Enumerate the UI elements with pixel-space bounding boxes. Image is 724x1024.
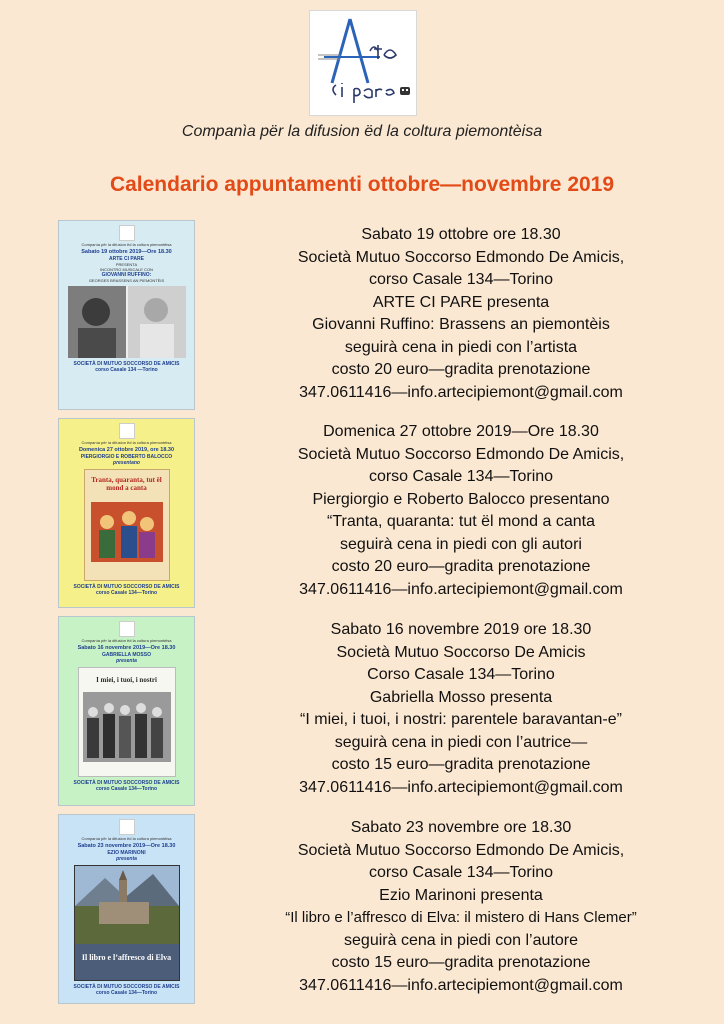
poster-logo bbox=[119, 225, 135, 241]
poster-artist: GIOVANNI RUFFINO: bbox=[101, 272, 152, 278]
poster-date: Sabato 19 ottobre 2019—Ore 18.30 bbox=[81, 249, 172, 255]
event-poster bbox=[58, 616, 195, 806]
event-address: corso Casale 134—Torino bbox=[368, 468, 554, 485]
event-date: Domenica 27 ottobre 2019—Ore 18.30 bbox=[323, 423, 599, 440]
poster-presents: presenta bbox=[116, 856, 137, 862]
event-dinner: seguirà cena in piedi con l’autore bbox=[344, 931, 578, 949]
event-contact: 347.0611416—info.artecipiemont@gmail.com bbox=[299, 580, 623, 598]
poster-society: SOCIETÀ DI MUTUO SOCCORSO DE AMICIS bbox=[73, 984, 180, 990]
arte-ci-pare-logo bbox=[309, 10, 417, 116]
book-title: Tranta, quaranta, tut ël mond a canta bbox=[91, 476, 162, 492]
event-poster bbox=[58, 418, 195, 608]
poster-presenter: ARTE CI PARE bbox=[109, 256, 144, 262]
event-subject: Giovanni Ruffino: Brassens an piemontèis bbox=[312, 316, 610, 333]
poster-presenter: PIERGIORGIO E ROBERTO BALOCCO bbox=[80, 454, 173, 460]
poster-tagline: Companìa për la difusion ëd la coltura piemontèisa bbox=[81, 638, 172, 643]
poster-date: Domenica 27 ottobre 2019, ore 18.30 bbox=[78, 447, 175, 453]
event-presenter: Piergiorgio e Roberto Balocco presentano bbox=[312, 490, 610, 508]
poster-date: Sabato 16 novembre 2019—Ore 18.30 bbox=[77, 645, 176, 651]
event-cost: costo 15 euro—gradita prenotazione bbox=[331, 756, 591, 773]
logo-artwork bbox=[310, 11, 416, 115]
tagline: Companìa për la difusion ëd la coltura piemontèisa bbox=[181, 123, 543, 140]
book-cover bbox=[74, 865, 180, 981]
poster-logo bbox=[119, 423, 135, 439]
poster-tagline: Companìa për la difusion ëd la coltura piemontèisa bbox=[81, 836, 172, 841]
event-cost: costo 20 euro—gradita prenotazione bbox=[331, 558, 591, 575]
event-cost: costo 20 euro—gradita prenotazione bbox=[331, 361, 591, 378]
event-dinner: seguirà cena in piedi con gli autori bbox=[340, 535, 582, 553]
poster-logo bbox=[119, 819, 135, 835]
poster-presents: presentano bbox=[113, 460, 140, 466]
event-poster bbox=[58, 220, 195, 410]
event-venue: Società Mutuo Soccorso Edmondo De Amicis, bbox=[297, 841, 625, 859]
poster-tagline: Companìa për la difusion ëd la coltura piemontèisa bbox=[81, 242, 172, 247]
poster-subtitle: GEORGES BRASSENS AN PIEMONTÈIS bbox=[88, 278, 165, 283]
event-presenter: Ezio Marinoni presenta bbox=[379, 886, 543, 904]
event-date: Sabato 19 ottobre ore 18.30 bbox=[361, 226, 561, 243]
poster-date: Sabato 23 novembre 2019—Ore 18.30 bbox=[77, 843, 176, 849]
book-cover bbox=[84, 469, 170, 581]
book-cover bbox=[78, 667, 176, 777]
poster-society: SOCIETÀ DI MUTUO SOCCORSO DE AMICIS bbox=[73, 584, 180, 590]
event-presenter: ARTE CI PARE presenta bbox=[372, 293, 550, 311]
poster-presents: PRESENTA bbox=[115, 262, 138, 267]
poster-address: corso Casale 134—Torino bbox=[95, 786, 158, 792]
event-contact: 347.0611416—info.artecipiemont@gmail.com bbox=[299, 383, 623, 401]
event-details bbox=[198, 421, 724, 601]
event-contact: 347.0611416—info.artecipiemont@gmail.com bbox=[299, 778, 623, 796]
book-title: I miei, i tuoi, i nostri bbox=[96, 676, 157, 684]
poster-presents: presenta bbox=[116, 658, 137, 664]
event-subject: “Tranta, quaranta: tut ël mond a canta bbox=[326, 513, 595, 530]
event-contact: 347.0611416—info.artecipiemont@gmail.com bbox=[299, 976, 623, 994]
event-address: Corso Casale 134—Torino bbox=[367, 666, 555, 683]
event-subject: “Il libro e l’affresco di Elva: il mistero di Hans Clemer” bbox=[285, 909, 637, 926]
page-title: Calendario appuntamenti ottobre—novembre 2019 bbox=[109, 173, 615, 196]
event-dinner: seguirà cena in piedi con l’artista bbox=[344, 338, 578, 356]
event-poster bbox=[58, 814, 195, 1004]
event-address: corso Casale 134—Torino bbox=[368, 271, 554, 288]
poster-presenter: GABRIELLA MOSSO bbox=[102, 652, 151, 658]
poster-photo bbox=[68, 286, 186, 358]
poster-logo bbox=[119, 621, 135, 637]
event-date: Sabato 16 novembre 2019 ore 18.30 bbox=[330, 621, 592, 638]
event-cost: costo 15 euro—gradita prenotazione bbox=[331, 954, 591, 971]
event-date: Sabato 23 novembre ore 18.30 bbox=[350, 819, 572, 836]
event-venue: Società Mutuo Soccorso De Amicis bbox=[336, 643, 586, 661]
poster-extra: INCONTRO MUSICALE CON bbox=[100, 267, 153, 272]
event-venue: Società Mutuo Soccorso Edmondo De Amicis, bbox=[297, 248, 625, 266]
event-dinner: seguirà cena in piedi con l’autrice— bbox=[334, 733, 588, 751]
poster-presenter: EZIO MARINONI bbox=[107, 850, 146, 856]
book-title: Il libro e l’affresco di Elva bbox=[81, 953, 172, 962]
poster-address: corso Casale 134—Torino bbox=[95, 590, 158, 596]
event-details bbox=[198, 817, 724, 997]
event-details bbox=[198, 619, 724, 799]
poster-address: corso Casale 134—Torino bbox=[95, 990, 158, 996]
poster-society: SOCIETÀ DI MUTUO SOCCORSO DE AMICIS bbox=[73, 361, 180, 367]
event-subject: “I miei, i tuoi, i nostri: parentele baravantan-e” bbox=[300, 711, 622, 728]
event-presenter: Gabriella Mosso presenta bbox=[369, 688, 553, 706]
poster-tagline: Companìa për la difusion ëd la coltura piemontèisa bbox=[81, 440, 172, 445]
event-venue: Società Mutuo Soccorso Edmondo De Amicis, bbox=[297, 445, 625, 463]
event-address: corso Casale 134—Torino bbox=[368, 864, 554, 881]
poster-address: corso Casale 134 —Torino bbox=[95, 367, 158, 373]
event-details bbox=[198, 224, 724, 404]
poster-society: SOCIETÀ DI MUTUO SOCCORSO DE AMICIS bbox=[73, 780, 180, 786]
